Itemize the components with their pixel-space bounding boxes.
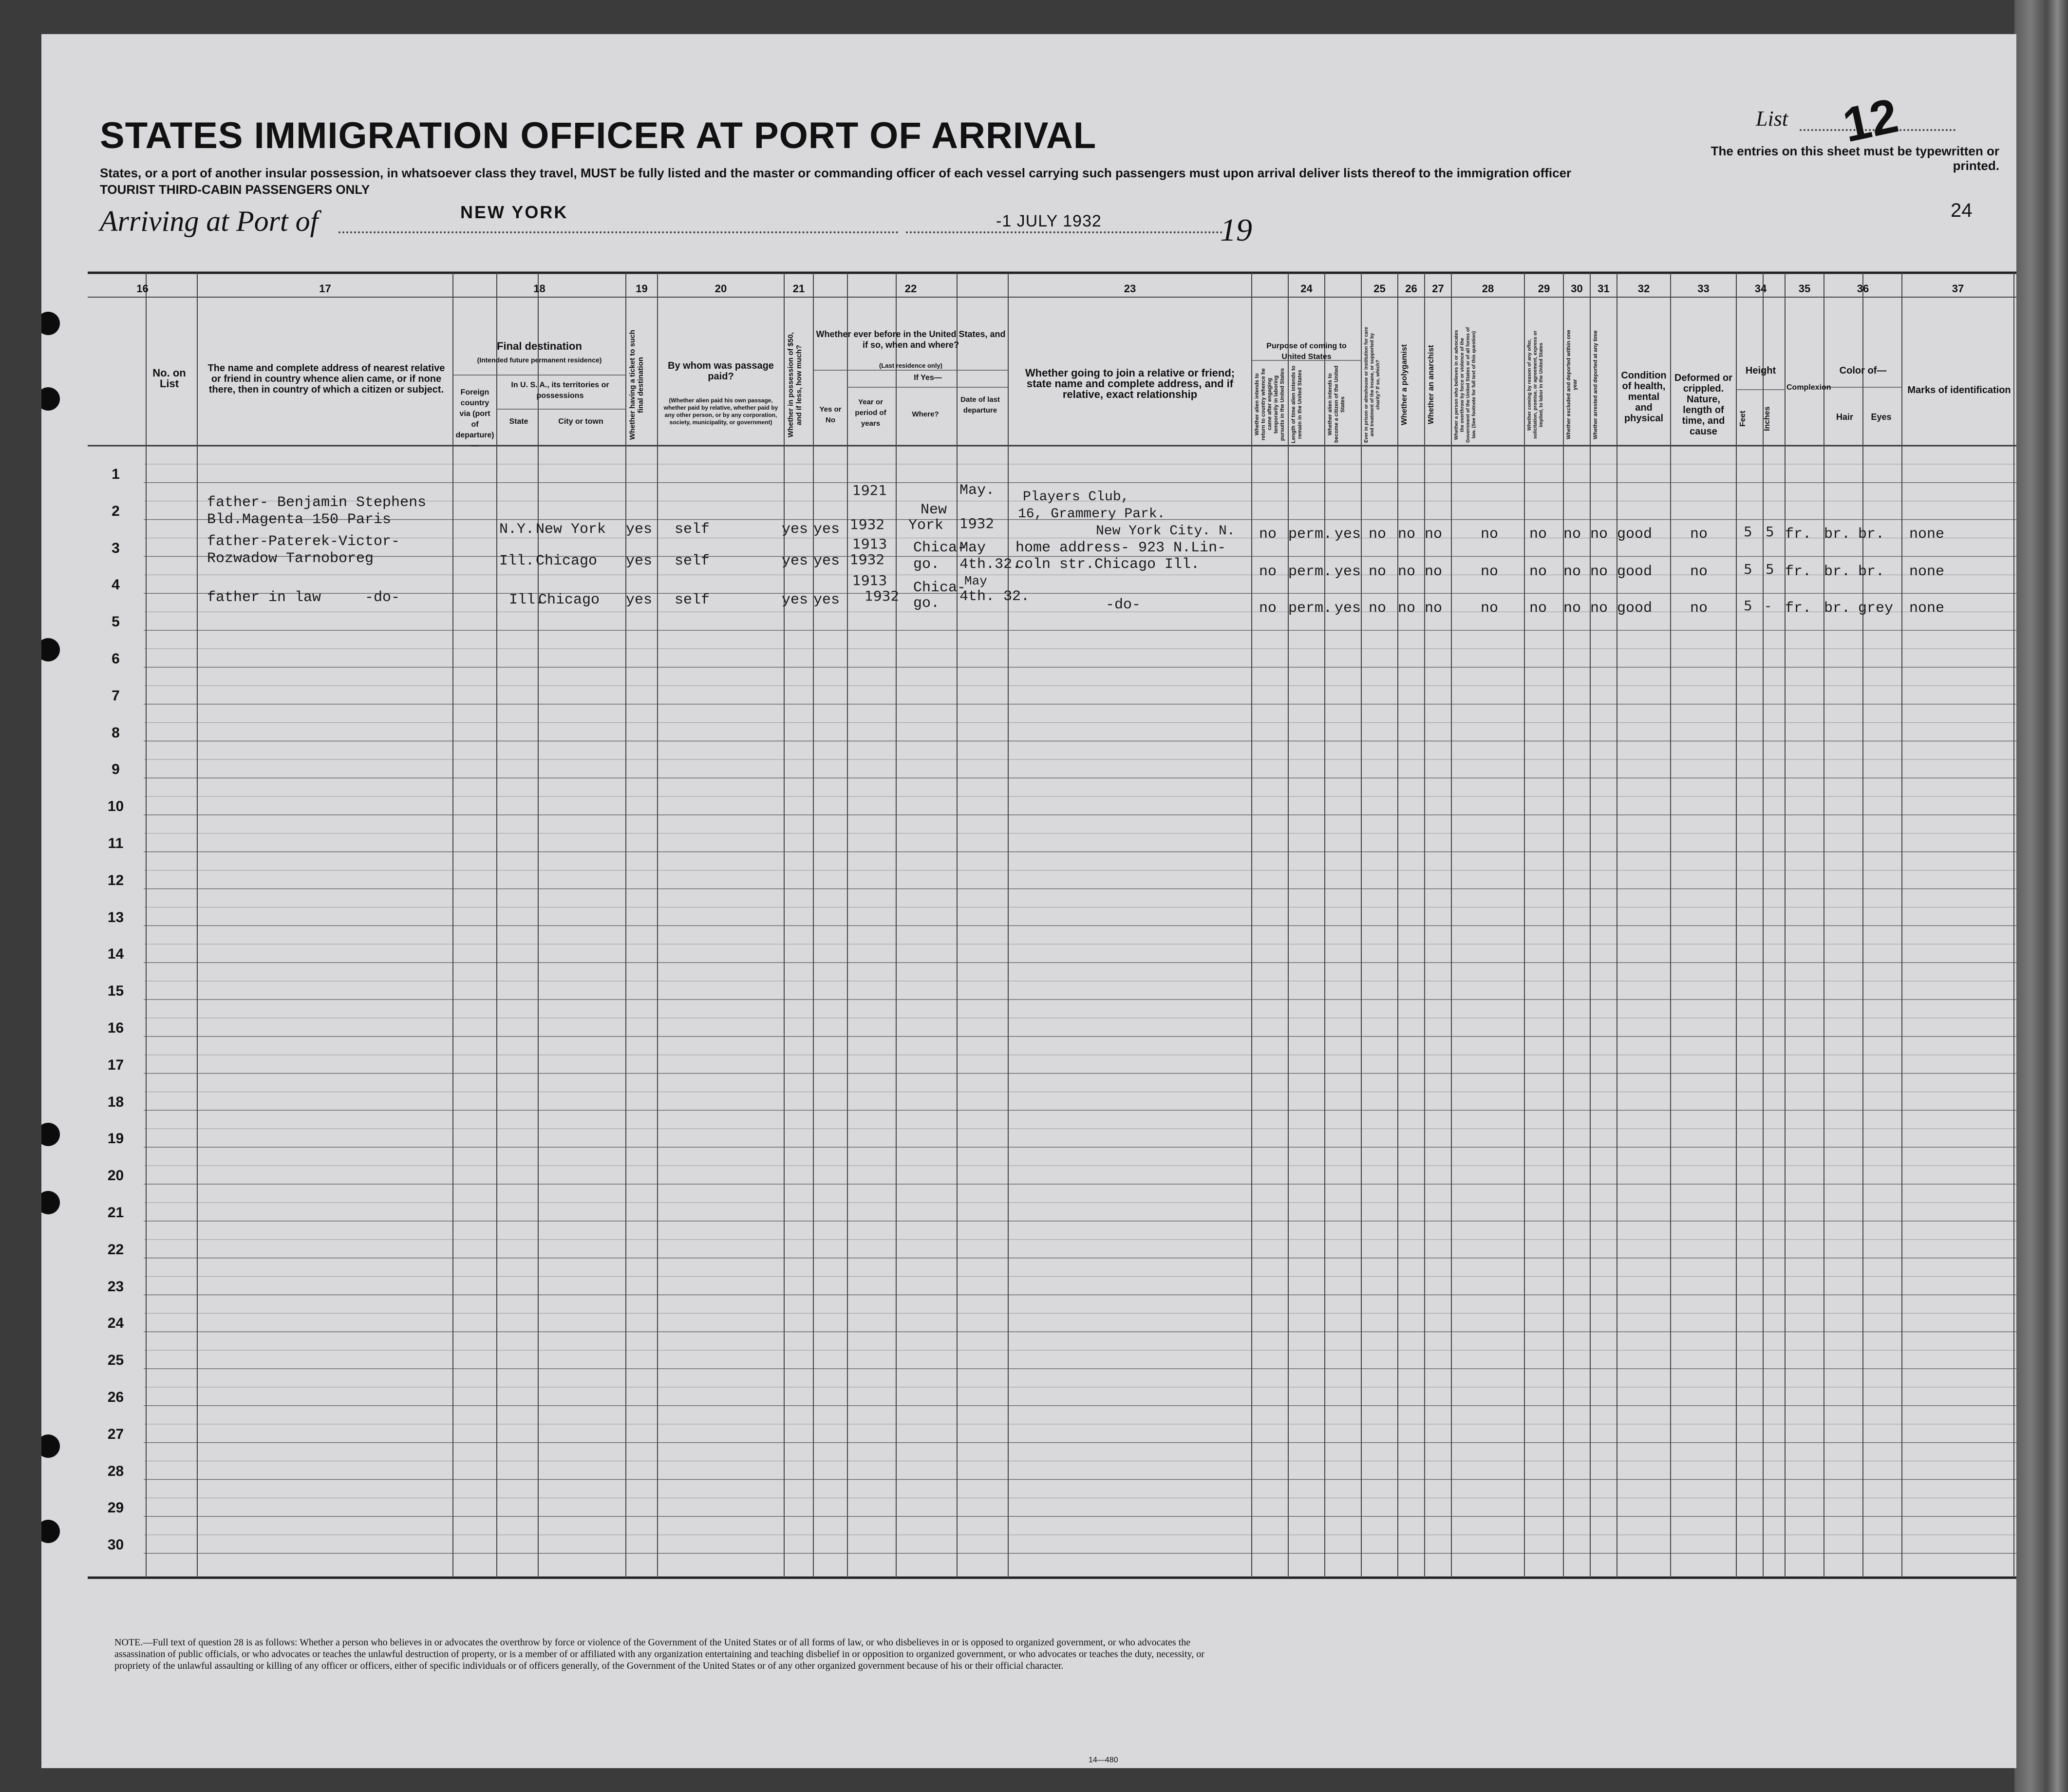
header-fifty: Whether in possession of $50, and if less, how much? [787, 332, 803, 437]
entry-1-q31: no [1590, 526, 1608, 543]
header-by-whom: By whom was passage paid? [668, 360, 774, 382]
table-grid-lines [88, 248, 2016, 1651]
entry-3-where-bottom: go. [913, 595, 940, 612]
entry-1-where-top: New [921, 502, 947, 518]
entry-3-q28: no [1481, 600, 1499, 617]
entry-2-q26: no [1398, 564, 1416, 580]
entry-2-q28: no [1481, 564, 1499, 580]
entry-1-q28: no [1481, 526, 1499, 543]
entry-2-years-top: 1913 [852, 536, 887, 552]
entry-2-departure-bottom: 4th.32. [959, 556, 1021, 573]
entry-1-complexion: fr. [1785, 526, 1812, 543]
entry-3-relative-line-1: father in law -do- [207, 589, 400, 606]
list-number: 12 [1838, 88, 1903, 153]
year-prefix: 19 [1220, 212, 1252, 248]
entry-2-complexion: fr. [1785, 564, 1812, 580]
header-q28: Whether a person who believes in or advocates the overthrow by force or violence of the Government of the United States or of all forms of law. (See footnote for full text of this question) [1454, 327, 1477, 443]
page-title: STATES IMMIGRATION OFFICER AT PORT OF ARRIVAL [100, 115, 1097, 156]
entry-1-departure-bottom: 1932 [959, 515, 995, 531]
entry-3-fifty: yes [782, 592, 808, 608]
colnum-31: 31 [1598, 283, 1610, 295]
entry-3-complexion: fr. [1785, 600, 1812, 617]
row-number: 5 [112, 614, 120, 630]
entry-2-q30: no [1563, 564, 1581, 580]
header-purpose: Purpose of coming to United States [1266, 342, 1347, 361]
colnum-28: 28 [1482, 283, 1494, 295]
list-label: List [1756, 107, 1788, 131]
header-q31: Whether arrested and deported at any time [1593, 330, 1598, 439]
entry-1-length: perm. [1288, 526, 1333, 543]
entry-3-years-bottom: 1932 [865, 588, 900, 604]
header-color-of: Color of— [1839, 365, 1887, 376]
date-stamp: -1 JULY 1932 [996, 212, 1102, 230]
entry-2-years-bottom: 1932 [850, 551, 885, 567]
header-no-on-list: No. on List [152, 367, 186, 390]
row-number: 8 [112, 724, 120, 741]
entry-1-state: N.Y. [499, 521, 535, 538]
binder-hole [41, 1191, 60, 1214]
row-number: 14 [107, 946, 124, 962]
entry-3-years-top: 1913 [852, 572, 887, 588]
header-year-period: Year or period of years [855, 398, 886, 428]
entry-3-intends-return: no [1259, 600, 1277, 617]
manifest-table [88, 248, 2016, 1651]
header-final-destination: Final destination [497, 340, 582, 352]
entry-1-years-bottom: 1932 [850, 516, 885, 532]
colnum-21: 21 [792, 283, 805, 295]
colnum-16: 16 [136, 283, 149, 295]
entry-3-departure-bottom: 4th. 32. [959, 588, 1030, 605]
entry-1-ticket: yes [626, 521, 653, 538]
entry-3-marks: none [1909, 600, 1945, 617]
header-date-departure: Date of last departure [960, 396, 1000, 415]
arriving-label: Arriving at Port of [100, 205, 319, 237]
row-number: 6 [112, 651, 120, 667]
header-complexion: Complexion [1786, 383, 1831, 392]
entry-1-hair: br. [1824, 526, 1851, 543]
binder-hole [41, 1520, 60, 1543]
instruction-line-1: States, or a port of another insular possession, in whatsoever class they travel, MUST be fully listed and the master or commanding officer of each vessel carrying such passengers must upon arrival deliver lists thereof to the immigration officer [100, 166, 1572, 180]
entry-3-hair: br. [1824, 600, 1851, 617]
entry-3-length: perm. [1288, 600, 1333, 617]
header-deformed: Deformed or crippled. Nature, length of time, and cause [1674, 373, 1732, 437]
header-relative: The name and complete address of nearest relative or friend in country whence alien came, or if none there, then in country of which a citizen or subject. [207, 363, 445, 395]
row-number: 4 [112, 577, 120, 593]
entry-2-q29: no [1529, 564, 1547, 580]
binder-hole [41, 387, 60, 411]
entry-2-marks: none [1909, 564, 1945, 580]
entry-3-where-top: Chica- [913, 580, 966, 596]
row-number: 10 [107, 798, 124, 815]
entry-2-where-top: Chica- [913, 540, 966, 556]
page-number: 24 [1951, 200, 1973, 221]
entry-3-citizen: yes [1335, 600, 1361, 617]
row-number: 21 [107, 1205, 124, 1221]
row-number: 19 [107, 1131, 124, 1147]
entry-1-eyes: br. [1858, 526, 1885, 543]
row-number: 20 [107, 1168, 124, 1184]
binder-hole [41, 312, 60, 335]
entry-2-citizen: yes [1335, 564, 1361, 580]
colnum-19: 19 [636, 283, 648, 295]
entry-3-health: good [1617, 600, 1653, 617]
port-line [338, 231, 899, 233]
page-stack-edge [2014, 0, 2068, 1792]
entries-note: The entries on this sheet must be typewritten or printed. [1711, 144, 1999, 173]
binder-hole [41, 1434, 60, 1458]
row-number: 17 [107, 1056, 124, 1073]
colnum-26: 26 [1405, 283, 1417, 295]
entry-1-q25: no [1369, 526, 1387, 543]
header-q30: Whether excluded and deported within one year [1566, 330, 1578, 440]
row-number: 2 [112, 503, 120, 519]
entry-1-join-line-3: New York City. N. [1096, 524, 1235, 539]
entry-2-city: Chicago [536, 553, 598, 569]
entry-1-relative-line-2: Bld.Magenta 150 Paris [207, 511, 392, 528]
entry-1-fifty: yes [782, 521, 808, 538]
entry-1-q29: no [1529, 526, 1547, 543]
header-eyes: Eyes [1871, 412, 1892, 422]
binder-hole [41, 1123, 60, 1146]
entry-3-q26: no [1398, 600, 1416, 617]
entry-2-health: good [1617, 564, 1653, 580]
colnum-30: 30 [1571, 283, 1583, 295]
header-q24c: Whether alien intends to become a citizen of the United States [1327, 365, 1346, 443]
header-where: Where? [912, 410, 939, 418]
colnum-33: 33 [1697, 283, 1710, 295]
colnum-25: 25 [1373, 283, 1386, 295]
header-last-residence: (Last residence only) [879, 362, 943, 369]
entry-3-q25: no [1369, 600, 1387, 617]
entry-1-q26: no [1398, 526, 1416, 543]
header-q27: Whether an anarchist [1427, 345, 1435, 425]
entry-1-health: good [1617, 526, 1653, 543]
header-in-usa: In U. S. A., its territories or possessions [511, 381, 609, 400]
entry-2-relative-line-1: father-Paterek-Victor- [207, 533, 400, 550]
entry-2-length: perm. [1288, 564, 1333, 580]
entry-2-paid-by: self [675, 553, 710, 569]
row-number: 12 [107, 872, 124, 888]
header-state: State [509, 417, 528, 426]
header-foreign-country: Foreign country via (port of departure)— [455, 388, 494, 450]
entry-2-join-line-2: coln str.Chicago Ill. [1015, 556, 1200, 573]
row-number: 22 [107, 1241, 124, 1258]
entry-1-join-line-2: 16, Grammery Park. [1018, 507, 1166, 522]
header-q26: Whether a polygamist [1400, 344, 1409, 426]
entry-3-q31: no [1590, 600, 1608, 617]
header-q29: Whether coming by reason of any offer, solicitation, promise, or agreement, express or implied, to labor in the United States [1527, 330, 1544, 439]
row-number: 7 [112, 687, 120, 704]
entry-3-q27: no [1425, 600, 1443, 617]
entry-3-state: Ill. [509, 592, 545, 608]
entry-1-join-line-1: Players Club, [1023, 490, 1129, 505]
entry-3-deformed: no [1690, 600, 1708, 617]
colnum-36: 36 [1857, 283, 1869, 295]
row-number: 30 [107, 1537, 124, 1553]
entry-3-inches: - [1766, 598, 1771, 614]
colnum-17: 17 [319, 283, 331, 295]
row-number: 24 [107, 1315, 124, 1332]
entry-3-feet: 5 [1744, 598, 1752, 614]
header-height: Height [1745, 365, 1776, 376]
entry-1-years-top: 1921 [852, 482, 887, 498]
row-number: 26 [107, 1389, 124, 1405]
colnum-35: 35 [1798, 283, 1811, 295]
row-number: 25 [107, 1352, 124, 1369]
entry-1-where-bottom: York [908, 517, 944, 534]
row-number: 1 [112, 466, 120, 482]
entry-1-deformed: no [1690, 526, 1708, 543]
footnote: NOTE.—Full text of question 28 is as follows: Whether a person who believes in or advocates the overthrow by force or violence of the Government of the United States or of all forms of law, or who disbelieves in or is opposed to organized government, or who advocates the assassination of public officials, or who advocates or teaches the unlawful destruction of property, or is a member of or affiliated with any organization entertaining and teaching disbelief in or opposition to organized government, or who advocates or teaches the duty, necessity, or propriety of the unlawful assaulting or killing of any officer or officers, either of specific individuals or of officers generally, of the Government of the United States or of any other organized government because of his or their official character. [114, 1637, 1204, 1671]
colnum-24: 24 [1300, 283, 1313, 295]
header-ever-before: Whether ever before in the United States, and if so, when and where? [816, 329, 1006, 350]
header-hair: Hair [1836, 412, 1853, 422]
row-number: 15 [107, 983, 124, 1000]
entry-1-citizen: yes [1335, 526, 1361, 543]
row-number: 9 [112, 761, 120, 778]
row-number: 28 [107, 1463, 124, 1479]
form-number: 14—480 [1089, 1756, 1118, 1764]
entry-2-ticket: yes [626, 553, 653, 569]
colnum-22: 22 [904, 283, 917, 295]
entry-1-paid-by: self [675, 521, 710, 538]
header-q24a: Whether alien intends to return to country whence he came after engaging temporarily in laboring pursuits in the United States [1254, 368, 1285, 441]
entry-2-fifty: yes [782, 553, 808, 569]
entry-1-ever-before: yes [813, 521, 840, 538]
colnum-18: 18 [533, 283, 545, 295]
entry-1-intends-return: no [1259, 526, 1277, 543]
entry-1-marks: none [1909, 526, 1945, 543]
entry-1-inches: 5 [1766, 524, 1774, 540]
header-inches: Inches [1763, 406, 1771, 432]
header-final-destination-note: (Intended future permanent residence) [477, 356, 602, 364]
entry-2-departure-top: May [959, 540, 986, 556]
manifest-sheet [41, 34, 2016, 1768]
header-q25: Ever in prison or almshouse or institution for care and treatment of the insane, or supported by charity? If so, which? [1364, 327, 1381, 443]
colnum-34: 34 [1754, 283, 1767, 295]
entry-2-feet: 5 [1744, 561, 1752, 577]
colnum-27: 27 [1432, 283, 1444, 295]
row-number: 23 [107, 1278, 124, 1295]
entry-3-paid-by: self [675, 592, 710, 608]
row-number: 27 [107, 1426, 124, 1442]
entry-2-state: Ill. [499, 553, 535, 569]
entry-2-intends-return: no [1259, 564, 1277, 580]
header-marks: Marks of identification [1907, 385, 2011, 396]
entry-2-deformed: no [1690, 564, 1708, 580]
entry-2-where-bottom: go. [913, 556, 940, 573]
colnum-29: 29 [1538, 283, 1550, 295]
colnum-23: 23 [1124, 283, 1136, 295]
colnum-37: 37 [1952, 283, 1964, 295]
binder-hole [41, 638, 60, 661]
entry-2-join-line-1: home address- 923 N.Lin- [1015, 540, 1226, 556]
header-if-yes: If Yes— [914, 374, 942, 382]
row-number: 11 [108, 835, 124, 851]
entry-3-departure-top: May [964, 574, 987, 588]
header-yes-no: Yes or No [819, 405, 842, 424]
entry-2-q25: no [1369, 564, 1387, 580]
header-ticket: Whether having a ticket to such final destination [628, 330, 645, 440]
date-line [906, 231, 1222, 233]
entry-3-q30: no [1563, 600, 1581, 617]
colnum-32: 32 [1637, 283, 1650, 295]
header-q24b: Length of time alien intends to remain in the United States [1291, 365, 1303, 443]
entry-3-eyes: grey [1858, 600, 1894, 617]
entry-1-q27: no [1425, 526, 1443, 543]
entry-3-ever-before: yes [813, 592, 840, 608]
entry-1-departure-top: May. [959, 482, 995, 499]
entry-1-relative-line-1: father- Benjamin Stephens [207, 494, 427, 511]
entry-2-q31: no [1590, 564, 1608, 580]
header-feet: Feet [1739, 411, 1747, 427]
header-city: City or town [558, 417, 603, 426]
colnum-20: 20 [714, 283, 727, 295]
row-number: 16 [107, 1020, 124, 1036]
entry-1-feet: 5 [1744, 524, 1752, 540]
header-condition: Condition of health, mental and physical [1621, 370, 1667, 424]
entry-3-ticket: yes [626, 592, 653, 608]
row-number: 29 [107, 1500, 124, 1516]
entry-2-inches: 5 [1766, 561, 1774, 577]
entry-1-city: New York [536, 521, 606, 538]
header-join-relative: Whether going to join a relative or friend; state name and complete address, and if relative, exact relationship [1025, 367, 1235, 400]
entry-3-city: Chicago [538, 592, 600, 608]
entry-2-eyes: br. [1858, 564, 1885, 580]
row-number: 18 [107, 1094, 124, 1110]
instruction-line-2: TOURIST THIRD-CABIN PASSENGERS ONLY [100, 182, 370, 197]
entry-3-join-line-1: -do- [1106, 597, 1141, 613]
port-stamp: NEW YORK [460, 202, 568, 222]
entry-1-q30: no [1563, 526, 1581, 543]
row-number: 13 [107, 909, 124, 925]
entry-2-hair: br. [1824, 564, 1851, 580]
instructions [100, 165, 1571, 198]
row-number: 3 [112, 540, 120, 556]
entry-2-ever-before: yes [813, 553, 840, 569]
entry-2-relative-line-2: Rozwadow Tarnoboreg [207, 550, 374, 567]
entry-3-q29: no [1529, 600, 1547, 617]
header-by-whom-note: (Whether alien paid his own passage, whether paid by relative, whether paid by any other person, or by any corporation, society, municipality, or government) [663, 397, 778, 426]
entry-2-q27: no [1425, 564, 1443, 580]
